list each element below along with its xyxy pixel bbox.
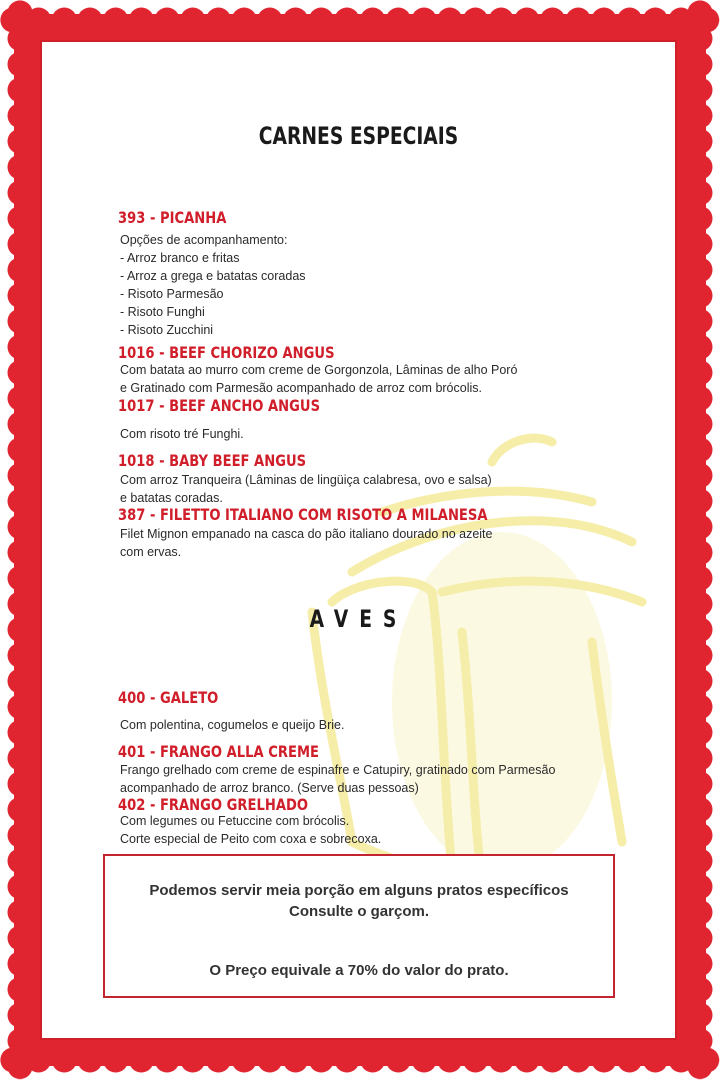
picanha-option: - Risoto Zucchini [120,323,214,337]
dish-line: Filet Mignon empanado na casca do pão italiano dourado no azeite [120,527,493,541]
dish-title-baby-beef: 1018 - BABY BEEF ANGUS [118,451,307,470]
dish-line: Corte especial de Peito com coxa e sobrecoxa. [120,832,382,846]
dish-text-beef-ancho [118,425,244,443]
menu-content [42,42,675,1038]
dish-title-beef-ancho: 1017 - BEEF ANCHO ANGUS [118,396,321,415]
section-title-carnes: CARNES ESPECIAIS [258,122,459,150]
dish-line: com ervas. [120,545,182,559]
section-title-aves [112,605,606,633]
dish-title-picanha: 393 - PICANHA [118,208,227,227]
notice-half-portion: Podemos servir meia porção em alguns pratos específicos [149,882,569,899]
dish-line: Com batata ao murro com creme de Gorgonzola, Lâminas de alho Poró [120,363,518,377]
dish-line: e Gratinado com Parmesão acompanhado de arroz com brócolis. [120,381,482,395]
picanha-option: - Risoto Funghi [120,305,205,319]
picanha-option: - Arroz a grega e batatas coradas [120,269,306,283]
dish-line: Frango grelhado com creme de espinafre e Catupiry, gratinado com Parmesão [120,763,556,777]
half-portion-notice [103,854,615,998]
menu-panel [40,40,677,1040]
dish-text-frango-creme [118,761,555,797]
notice-ask-waiter: Consulte o garçom. [288,903,430,920]
dish-text-galeto [118,716,344,734]
dish-text-baby-beef [118,471,492,507]
dish-line: Com legumes ou Fetuccine com brócolis. [120,814,350,828]
dish-line: Com risoto tré Funghi. [120,427,244,441]
dish-title-filetto: 387 - FILETTO ITALIANO COM RISOTO A MILANESA [118,505,488,524]
dish-title-galeto: 400 - GALETO [118,688,219,707]
dish-title-frango-grelhado: 402 - FRANGO GRELHADO [118,795,309,814]
dish-line: e batatas coradas. [120,491,223,505]
dish-text-beef-chorizo [118,361,517,397]
dish-title-frango-creme: 401 - FRANGO ALLA CREME [118,742,319,761]
dish-title-beef-chorizo: 1016 - BEEF CHORIZO ANGUS [118,343,335,362]
dish-line: acompanhado de arroz branco. (Serve duas pessoas) [120,781,419,795]
picanha-option: - Risoto Parmesão [120,287,224,301]
dish-line: Com polentina, cogumelos e queijo Brie. [120,718,345,732]
picanha-intro: Opções de acompanhamento: [120,233,288,247]
dish-text-picanha [118,231,306,339]
dish-text-filetto [118,525,492,561]
notice-price: O Preço equivale a 70% do valor do prato. [209,962,509,979]
dish-line: Com arroz Tranqueira (Lâminas de lingüiça calabresa, ovo e salsa) [120,473,492,487]
picanha-option: - Arroz branco e fritas [120,251,240,265]
dish-text-frango-grelhado [118,812,381,848]
aves-title-text: AVES [309,605,408,633]
